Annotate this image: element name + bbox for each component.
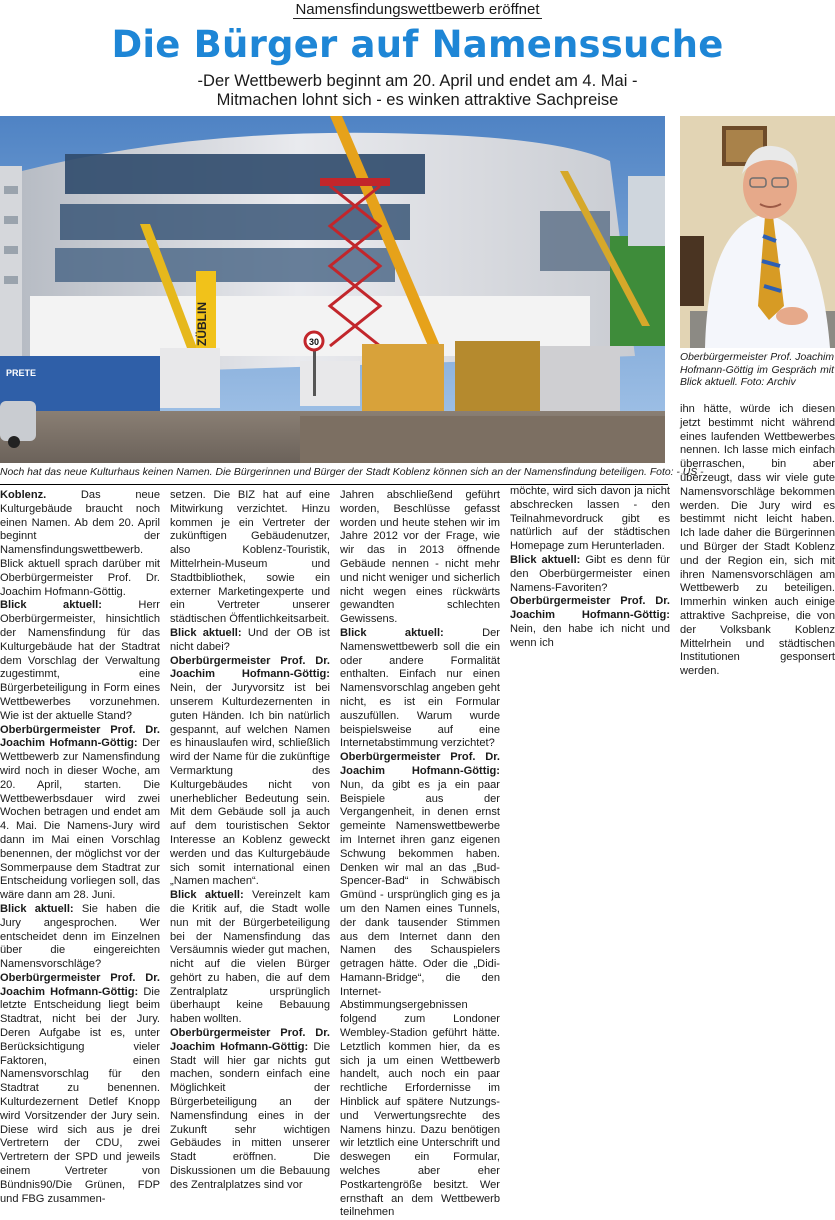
speaker-label: Blick aktuell: (0, 599, 102, 612)
speed-sign-text: 30 (308, 337, 320, 347)
kicker (0, 1, 835, 19)
headline: Die Bürger auf Namenssuche (111, 23, 724, 66)
paragraph-text: Gibt es denn für den Oberbürgermeister einen Namens-Favoriten? (510, 553, 670, 594)
paragraph (340, 627, 500, 751)
paragraph-text: Der Namenswettbewerb soll die ein oder andere Formalität enthalten. Einfach nur einen Namensvorschlag angeben geht nicht, es ist ein Formular auszufüllen. Warum wurde beispielsweise auf eine Internetabstimmung verzichtet? (340, 626, 500, 750)
crane-sign-text: ZÜBLIN (195, 302, 209, 346)
speaker-label: Blick aktuell: (0, 902, 74, 915)
article-column-2 (170, 489, 330, 1193)
article-column-3 (340, 489, 500, 1220)
paragraph (0, 903, 160, 972)
paragraph-text: Nein, den habe ich nicht und wenn ich (510, 622, 670, 649)
paragraph (0, 724, 160, 903)
paragraph-text: Die letzte Entscheidung liegt beim Stadtrat, nicht bei der Jury. Deren Aufgabe ist es, unter Berücksichtigung vieler Faktoren, einen Namensvorschlag für den Stadtrat zu benennen. Kulturdezernent Detlef Knopp wird Vorsitzender der Jury sein. Diese wird sich aus je drei Vertretern der CDU, zwei Vertretern der SPD und jeweils einem Vertreter von Bündnis90/Die Grünen, FDP und FBG zusammen- (0, 985, 160, 1205)
paragraph-text: Nein, der Juryvorsitz ist bei unserem Kulturdezernenten in guten Händen. Ich bin natürlich gespannt, auf welchen Namen es hinauslaufen wird, schließlich wird der Name für die zukünftige Vermarktung des Kulturgebäudes nicht von unerheblicher Bedeutung sein. Mit dem Gebäude soll ja auch auf dem touristischen Sektor Interesse an Koblenz geweckt werden und das Kulturgebäude sich somit international einen „Namen machen“. (170, 682, 330, 888)
paragraph-text: Und der OB ist nicht dabei? (170, 626, 331, 653)
photo-caption-main: Noch hat das neue Kulturhaus keinen Namen. Die Bürgerinnen und Bürger der Stadt Koblenz können sich an der Namensfindung beteiligen. Foto: - US - (0, 467, 704, 478)
subline (0, 72, 835, 110)
paragraph (510, 554, 670, 595)
paragraph-text: Vereinzelt kam die Kritik auf, die Stadt wolle nun mit der Bürgerbeteiligung bei der Namensfindung das Versäumnis wieder gut machen, nicht auf die vielen Bürger gehört zu haben, die auf dem Zentralplatz ursprünglich überhaupt keine Bebauung haben wollten. (170, 889, 331, 1026)
paragraph (340, 751, 500, 1220)
paragraph (170, 1027, 330, 1193)
paragraph-text: Jahren abschließend geführt worden, Beschlüsse gefasst worden und heute stehen wir im Jahre 2012 vor der Frage, wie wir das in 2013 öffnende Gebäude nennen - nicht mehr und nicht weniger und sicherlich nicht wegen eines rückwärts gewandten schlechten Gewissens. (340, 489, 500, 626)
paragraph-text: Herr Oberbürgermeister, hinsichtlich der Namensfindung für das Kulturgebäude hat der Stadtrat dem Vorschlag der Verwaltung zugestimmt, eine Bürgerbeteiligung in Form eines Wettbewerbes vorzunehmen. Wie ist der aktuelle Stand? (0, 599, 160, 722)
speaker-label: Oberbürgermeister Prof. Dr. Joachim Hofmann-Göttig: (510, 595, 670, 622)
paragraph (0, 972, 160, 1207)
speaker-label: Oberbürgermeister Prof. Dr. Joachim Hofmann-Göttig: (0, 971, 160, 998)
speaker-label: Oberbürgermeister Prof. Dr. Joachim Hofmann-Göttig: (340, 751, 500, 777)
paragraph (680, 403, 835, 679)
paragraph-text: setzen. Die BIZ hat auf eine Mitwirkung verzichtet. Hinzu kommen je ein Vertreter der zukünftigen Gebäudenutzer, also Koblenz-Touristik, Mittelrhein-Museum und Stadtbibliothek, sowie ein externer Marketingexperte und ein Vertreter unserer städtischen Öffentlichkeitsarbeit. (170, 489, 330, 626)
speaker-label: Blick aktuell: (170, 626, 242, 639)
paragraph (170, 489, 330, 627)
speaker-label: Oberbürgermeister Prof. Dr. Joachim Hofmann-Göttig: (170, 1027, 330, 1053)
paragraph (510, 595, 670, 650)
paragraph-text: möchte, wird sich davon ja nicht abschrecken lassen - den Teilnahmevordruck gibt es natürlich auf der städtischen Homepage zum Herunterladen. (510, 485, 670, 553)
photo-construction-site (0, 116, 665, 463)
paragraph (340, 489, 500, 627)
paragraph-text: ihn hätte, würde ich diesen jetzt bestimmt nicht während eines laufenden Wettbewerbes nennen. Ich lasse mich einfach überraschen, bin aber überzeugt, dass wir viele gute Namensvorschläge bekommen werden. Die Jury wird es bestimmt nicht leicht haben. Ich lade daher die Bürgerinnen und Bürger der Stadt Koblenz und der Region ein, sich mit ihren Namensvorschlägen am Wettbewerb zu beteiligen. Immerhin winken auch einige attraktive Sachpreise, die von der Volksbank Koblenz Mittelrhein und städtischen Institutionen gesponsert werden. (680, 403, 835, 678)
paragraph (170, 889, 330, 1027)
photo-mayor-portrait (680, 116, 835, 348)
kicker-text: Namensfindungswettbewerb eröffnet (295, 1, 540, 18)
paragraph (510, 485, 670, 554)
speaker-label: Blick aktuell: (340, 626, 444, 639)
paragraph-text: Die Stadt will hier gar nichts gut machen, sondern einfach eine Möglichkeit der Bürgerbeteiligung an der Namensfindung eines in der Zukunft sehr wichtigen Gebäudes in mitten unserer Stadt eröffnen. Die Diskussionen um die Bebauung des Zentralplatzes sind vor (170, 1040, 330, 1191)
paragraph-text: Der Wettbewerb zur Namensfindung wird noch in dieser Woche, am 20. April, starten. Die Wettbewerbsdauer wird zwei Wochen betragen und endet am 4. Mai. Die Namens-Jury wird dann im Mai einen Vorschlag benennen, der möglichst vor der Sommerpause dem Stadtrat zur Entscheidung vorliegen soll, das wäre dann am 28. Juni. (0, 737, 160, 902)
subline-line-2: Mitmachen lohnt sich - es winken attraktive Sachpreise (216, 91, 619, 109)
paragraph (170, 655, 330, 890)
paragraph-text: Sie haben die Jury angesprochen. Wer entscheidet denn im Einzelnen über die eingereichten Namensvorschläge? (0, 902, 160, 971)
paragraph (0, 599, 160, 723)
sign-left-text: PRETE (6, 368, 37, 378)
photo-caption-side: Oberbürgermeister Prof. Joachim Hofmann-Göttig im Gespräch mit Blick aktuell. Foto: Archiv (680, 352, 834, 388)
speaker-label: Blick aktuell: (510, 553, 581, 566)
article-column-1 (0, 489, 160, 1206)
paragraph (170, 627, 330, 655)
speaker-label: Oberbürgermeister Prof. Dr. Joachim Hofmann-Göttig: (0, 723, 160, 750)
paragraph-text: Das neue Kulturgebäude braucht noch einen Namen. Ab dem 20. April beginnt der Namensfindungswettbewerb. Blick aktuell sprach darüber mit Oberbürgermeister Prof. Dr. Joachim Hofmann-Göttig. (0, 489, 160, 598)
speaker-label: Koblenz. (0, 489, 47, 501)
speaker-label: Blick aktuell: (170, 889, 244, 902)
article-column-5 (680, 403, 835, 679)
paragraph-text: Nun, da gibt es ja ein paar Beispiele aus der Vergangenheit, in denen ernst gemeinte Namenswettbewerbe im Internet ihren ganz eigenen Schwung bekommen haben. Denken wir mal an das „Bud-Spencer-Bad“ in Schwäbisch Gmünd - ursprünglich ging es ja um den Namen eines Tunnels, der dank tausender Stimmen aus dem Internet dann den Namen des Schauspielers getragen hätte. Oder die „Didi-Hamann-Bridge“, die den Internet-Abstimmungsergebnissen folgend zum Londoner Wembley-Stadion geführt hätte. Letztlich kommen hier, da es sich ja um einen Wettbewerb handelt, auch noch ein paar rechtliche Erfordernisse im Hinblick auf spätere Nutzungs- und Verwertungsrechte des Namens hinzu. Dazu benötigen wir letztlich eine Unterschrift und deswegen ein Formular, welches aber eher Postkartengröße besitzt. Wer ernsthaft an dem Wettbewerb teilnehmen (340, 778, 500, 1219)
paragraph (0, 489, 160, 599)
article-column-4 (510, 485, 670, 651)
speaker-label: Oberbürgermeister Prof. Dr. Joachim Hofmann-Göttig: (170, 654, 330, 681)
subline-line-1: -Der Wettbewerb beginnt am 20. April und endet am 4. Mai - (197, 72, 638, 90)
